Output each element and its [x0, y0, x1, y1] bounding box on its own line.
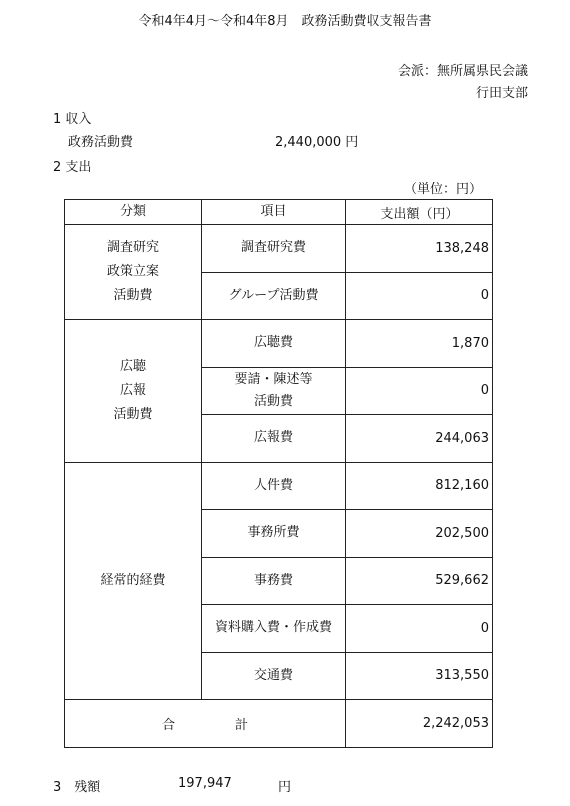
income-section-label: 1 収入: [53, 112, 92, 127]
item-cell: 広報費: [202, 415, 346, 463]
table-row: [65, 462, 493, 510]
item-cell: 調査研究費: [202, 225, 346, 273]
category-cell: [65, 462, 202, 700]
table-row: [65, 225, 493, 273]
total-label-right: 計: [235, 718, 249, 733]
balance-unit: 円: [278, 780, 292, 795]
item-cell: 要請・陳述等 活動費: [202, 367, 346, 415]
item-cell: 交通費: [202, 652, 346, 700]
table-header-row: [65, 200, 493, 225]
amount-cell: 0: [346, 367, 493, 415]
amount-cell: 244,063: [346, 415, 493, 463]
item-cell: 人件費: [202, 462, 346, 510]
category-line: 活動費: [113, 406, 153, 422]
category-line: 政策立案: [106, 264, 159, 279]
item-cell: 広聴費: [202, 320, 346, 368]
amount-cell: 202,500: [346, 510, 493, 558]
total-label-left: 合: [161, 718, 175, 733]
balance-amount: 197,947: [178, 776, 232, 791]
total-row: [65, 700, 493, 748]
category-line: 経常的経費: [100, 572, 166, 588]
item-cell: 事務費: [202, 557, 346, 605]
unit-note: （単位：円）: [403, 182, 482, 197]
category-cell: [65, 320, 202, 463]
header-amount: 支出額（円）: [346, 200, 493, 225]
balance-section-label: 3 残額: [53, 780, 101, 795]
total-amount: 2,242,053: [346, 700, 493, 748]
expense-section-label: 2 支出: [53, 160, 92, 175]
category-line: 広聴: [119, 358, 146, 374]
header-category: 分類: [65, 200, 202, 225]
income-item-label: 政務活動費: [68, 135, 134, 150]
amount-cell: 138,248: [346, 225, 493, 273]
amount-cell: 0: [346, 605, 493, 653]
item-cell: 資料購入費・作成費: [202, 605, 346, 653]
report-title: 令和4年4月～令和4年8月 政務活動費収支報告書: [138, 14, 432, 29]
amount-cell: 529,662: [346, 557, 493, 605]
header-item: 項目: [202, 200, 346, 225]
amount-cell: 313,550: [346, 652, 493, 700]
branch-name: 行田支部: [475, 86, 528, 101]
income-amount: 2,440,000 円: [275, 135, 359, 150]
amount-cell: 0: [346, 272, 493, 320]
total-label-cell: [65, 700, 346, 748]
category-line: 活動費: [113, 288, 153, 303]
table-row: [65, 320, 493, 368]
category-cell: [65, 225, 202, 320]
amount-cell: 1,870: [346, 320, 493, 368]
category-line: 広報: [119, 382, 146, 398]
item-cell: 事務所費: [202, 510, 346, 558]
item-cell: グループ活動費: [202, 272, 346, 320]
faction-name: 会派：無所属県民会議: [397, 64, 528, 79]
expense-table: [64, 199, 493, 748]
amount-cell: 812,160: [346, 462, 493, 510]
category-line: 調査研究: [106, 240, 159, 255]
